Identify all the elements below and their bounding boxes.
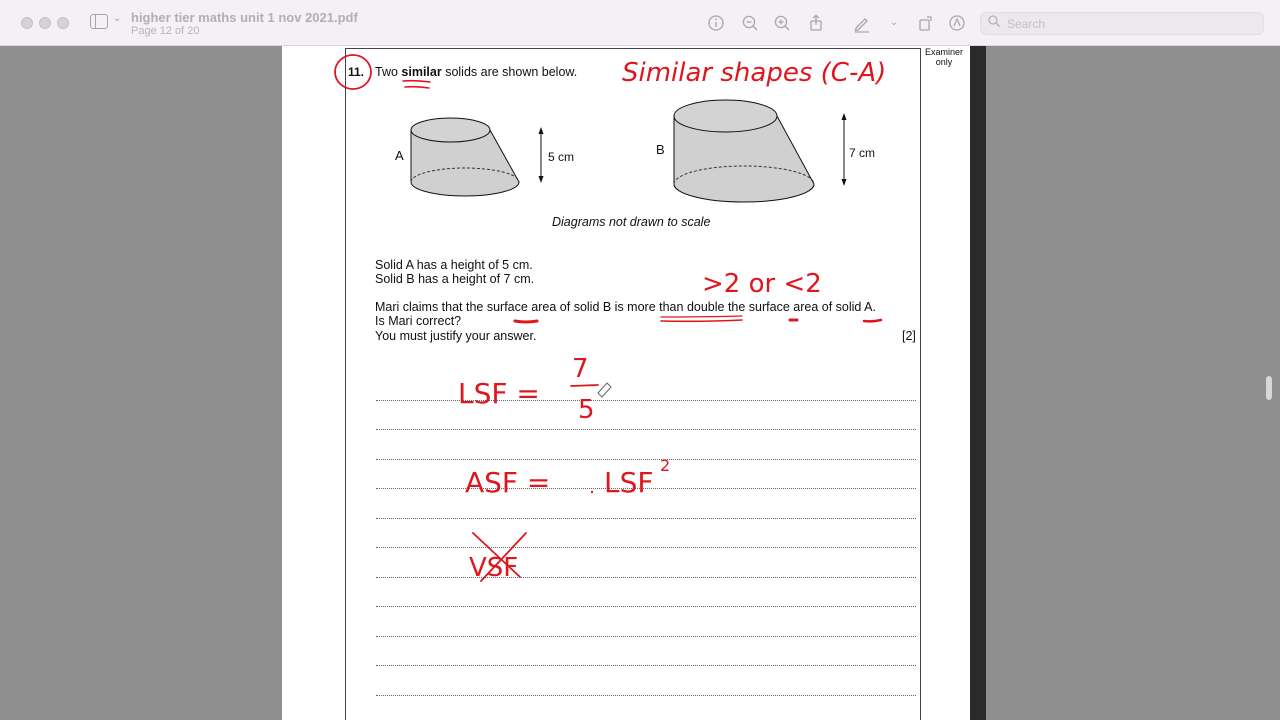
solid-a-figure <box>411 118 519 196</box>
zoom-in-icon[interactable] <box>772 13 792 33</box>
search-icon <box>987 14 1001 31</box>
rotate-icon[interactable] <box>916 13 936 33</box>
answer-line <box>376 430 916 460</box>
hw-asf-label: ASF = <box>465 466 551 499</box>
height-arrow-b <box>842 113 847 186</box>
answer-line <box>376 371 916 401</box>
question-intro-pre: Two <box>375 65 402 79</box>
diagram-caption: Diagrams not drawn to scale <box>552 215 711 229</box>
hw-lsf-label: LSF = <box>458 377 540 410</box>
marks-available: [2] <box>902 329 916 343</box>
solid-b-figure <box>674 100 814 202</box>
solid-a-label: A <box>395 148 404 163</box>
pdf-page[interactable] <box>282 46 970 720</box>
vertical-scrollbar-thumb[interactable] <box>1266 376 1272 400</box>
zoom-out-icon[interactable] <box>740 13 760 33</box>
markup-chevron-icon[interactable]: ⌄ <box>889 17 899 28</box>
question-number: 11. <box>348 65 365 79</box>
solid-a-height: 5 cm <box>548 150 575 164</box>
hw-similar-shapes: Similar shapes (C-A) <box>622 58 887 88</box>
page-indicator: Page 12 of 20 <box>131 25 200 37</box>
justify-instruction: You must justify your answer. <box>375 329 537 343</box>
markup-pen-icon[interactable] <box>852 13 872 33</box>
hw-lsf-denominator: 5 <box>578 395 595 425</box>
search-input[interactable] <box>1007 15 1247 33</box>
question-intro-post: solids are shown below. <box>441 65 578 79</box>
answer-line <box>376 489 916 519</box>
window-minimize-button[interactable] <box>39 17 51 29</box>
solid-b-height: 7 cm <box>849 146 876 160</box>
question-intro-bold: similar <box>401 65 442 79</box>
answer-line <box>376 696 916 720</box>
answer-area[interactable] <box>376 371 916 720</box>
hw-lsf-numerator: 7 <box>572 354 589 384</box>
document-title: higher tier maths unit 1 nov 2021.pdf <box>131 10 358 25</box>
hw-vsf-crossed: VSF <box>469 553 519 583</box>
question-prompt: Is Mari correct? <box>375 314 462 328</box>
window-close-button[interactable] <box>21 17 33 29</box>
solid-b-label: B <box>656 142 665 157</box>
document-viewer[interactable] <box>0 46 1280 720</box>
answer-line <box>376 607 916 637</box>
examiner-label: Examiner <box>924 47 963 57</box>
answer-line <box>376 519 916 549</box>
hw-comparison: >2 or <2 <box>702 269 822 299</box>
height-arrow-a <box>539 127 544 183</box>
sidebar-toggle-icon[interactable] <box>90 14 108 29</box>
answer-line <box>376 666 916 696</box>
solid-b-statement: Solid B has a height of 7 cm. <box>375 272 535 286</box>
solid-a-statement: Solid A has a height of 5 cm. <box>375 258 533 272</box>
info-icon[interactable] <box>706 13 726 33</box>
search-field[interactable] <box>980 12 1264 35</box>
window-zoom-button[interactable] <box>57 17 69 29</box>
examiner-only-label: only <box>935 57 953 67</box>
answer-line <box>376 401 916 431</box>
answer-line <box>376 637 916 667</box>
toolbar <box>0 0 1280 46</box>
chevron-down-icon[interactable]: ⌄ <box>113 13 122 24</box>
hw-asf-rhs: LSF <box>604 466 654 499</box>
answer-line <box>376 460 916 490</box>
mari-claim: Mari claims that the surface area of solid B is more than double the surface area of solid A. <box>375 300 876 314</box>
page-edge-shadow <box>970 46 986 720</box>
answer-line <box>376 548 916 578</box>
annotate-icon[interactable] <box>947 13 967 33</box>
hw-asf-power: 2 <box>660 456 671 475</box>
answer-line <box>376 578 916 608</box>
share-icon[interactable] <box>806 13 826 33</box>
